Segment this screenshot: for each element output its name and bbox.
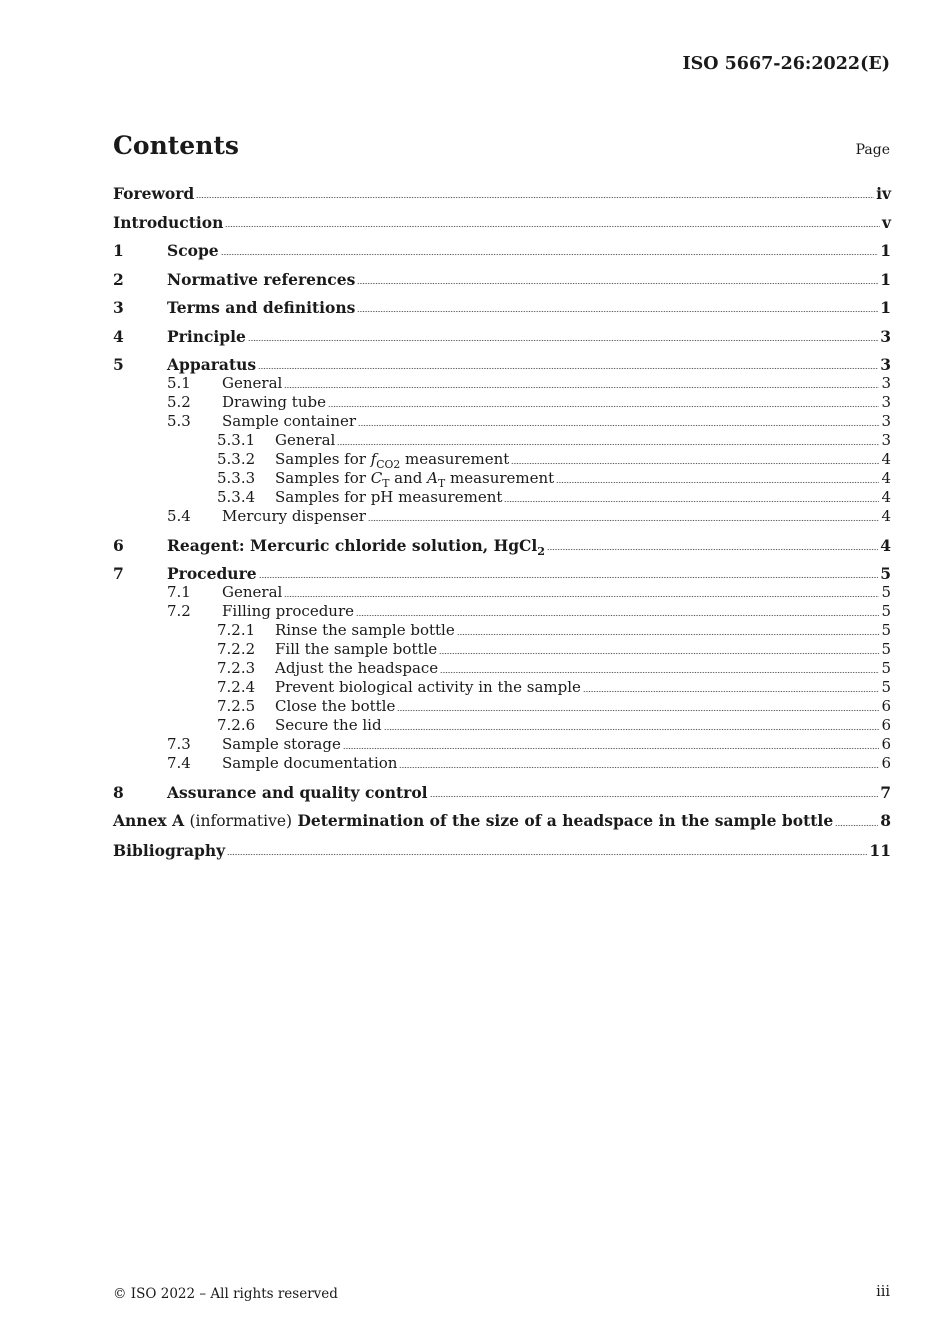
toc-entry-title: Prevent biological activity in the sample (275, 678, 581, 696)
dot-leader (439, 652, 879, 655)
toc-entry-bibliography[interactable] (113, 841, 891, 860)
dot-leader (225, 225, 880, 228)
dot-leader (835, 824, 878, 827)
toc-entry-title: Fill the sample bottle (275, 640, 438, 658)
dot-leader (196, 196, 874, 199)
toc-entry-page: 3 (881, 431, 891, 449)
toc-entry-principle[interactable] (113, 327, 891, 346)
dot-leader (457, 633, 880, 636)
toc-entry-page: 3 (880, 355, 891, 374)
document-id: ISO 5667-26:2022(E) (682, 54, 890, 74)
toc-entry-page: 5 (881, 640, 891, 658)
toc-entry-title: Close the bottle (275, 697, 396, 715)
toc-entry-page: 4 (880, 535, 891, 555)
dot-leader (258, 367, 878, 370)
toc-entry-7-2[interactable] (113, 602, 891, 621)
toc-entry-number: 6 (113, 535, 124, 555)
toc-entry-number: 5.3 (167, 412, 191, 430)
dot-leader (511, 462, 879, 465)
page-number: iii (876, 1284, 890, 1300)
dot-leader (337, 443, 879, 446)
toc-entry-page: 6 (881, 754, 891, 772)
toc-entry-number: 2 (113, 269, 124, 289)
toc-entry-title: Procedure (167, 564, 257, 583)
toc-entry-number: 7.3 (167, 735, 191, 753)
toc-entry-page: 1 (880, 269, 891, 289)
toc-entry-page: 3 (881, 374, 891, 392)
toc-entry-7-2-5[interactable] (113, 697, 891, 716)
toc-entry-title: Apparatus (167, 355, 257, 374)
toc-entry-7-2-6[interactable] (113, 716, 891, 735)
toc-entry-5-3-1[interactable] (113, 431, 891, 450)
dot-leader (397, 709, 879, 712)
toc-entry-normative-references[interactable] (113, 270, 891, 289)
toc-entry-title: General (222, 374, 283, 392)
toc-entry-number: 7.2.4 (217, 678, 256, 696)
dot-leader (357, 282, 878, 285)
toc-entry-page: 4 (881, 469, 891, 487)
dot-leader (259, 576, 879, 579)
toc-entry-title: Introduction (113, 212, 224, 232)
toc-entry-7-1[interactable] (113, 583, 891, 602)
dot-leader (328, 405, 879, 408)
toc-entry-page: 5 (881, 659, 891, 677)
dot-leader (547, 548, 878, 551)
toc-entry-5-1[interactable] (113, 374, 891, 393)
toc-entry-number: 5.4 (167, 507, 191, 525)
toc-entry-page: 1 (880, 298, 891, 317)
dot-leader (227, 853, 867, 856)
toc-entry-title: Principle (167, 326, 246, 346)
toc-entry-title: Assurance and quality control (167, 782, 428, 802)
toc-entry-7-2-3[interactable] (113, 659, 891, 678)
dot-leader (583, 690, 880, 693)
toc-entry-number: 5.3.4 (217, 488, 256, 506)
toc-entry-page: 5 (881, 583, 891, 601)
toc-entry-page: 7 (880, 782, 891, 802)
toc-entry-5-4[interactable] (113, 507, 891, 526)
toc-entry-page: 8 (880, 811, 891, 830)
toc-entry-page: 5 (881, 602, 891, 620)
toc-entry-title: Samples for $f_{CO2}$ measurement (275, 450, 510, 471)
toc-entry-assurance-quality-control[interactable] (113, 783, 891, 802)
dot-leader (221, 253, 879, 256)
toc-entry-page: 1 (880, 241, 891, 260)
dot-leader (399, 766, 879, 769)
toc-entry-scope[interactable] (113, 241, 891, 260)
toc-entry-apparatus[interactable] (113, 355, 891, 374)
toc-entry-number: 7 (113, 564, 124, 583)
toc-entry-page: 3 (881, 412, 891, 430)
table-of-contents (113, 184, 891, 860)
toc-entry-title: Rinse the sample bottle (275, 621, 455, 639)
toc-entry-number: 7.2.5 (217, 697, 256, 715)
toc-entry-page: 11 (869, 840, 891, 860)
toc-entry-title: Bibliography (113, 840, 226, 860)
toc-entry-reagent[interactable] (113, 535, 891, 558)
toc-entry-page: 6 (881, 697, 891, 715)
toc-entry-title: General (275, 431, 336, 449)
toc-entry-terms-and-definitions[interactable] (113, 298, 891, 317)
dot-leader (384, 728, 880, 731)
toc-entry-number: 5.3.2 (217, 450, 256, 468)
toc-entry-number: 5.3.1 (217, 431, 256, 449)
toc-entry-5-3-3[interactable] (113, 469, 891, 488)
toc-entry-number: 5 (113, 355, 124, 374)
toc-entry-5-3-4[interactable] (113, 488, 891, 507)
toc-entry-7-2-1[interactable] (113, 621, 891, 640)
toc-entry-title: Secure the lid (275, 716, 382, 734)
toc-entry-title: Samples for $C_T$ and $A_T$ measurement (275, 469, 555, 490)
dot-leader (284, 595, 879, 598)
toc-entry-number: 5.2 (167, 393, 191, 411)
toc-entry-5-3[interactable] (113, 412, 891, 431)
dot-leader (284, 386, 879, 389)
toc-heading: Contents (113, 131, 240, 160)
toc-entry-title: Foreword (113, 184, 195, 203)
toc-entry-title: Scope (167, 241, 219, 260)
toc-entry-number: 8 (113, 782, 124, 802)
toc-entry-page: 4 (881, 450, 891, 468)
dot-leader (430, 795, 879, 798)
toc-entry-page: 5 (881, 678, 891, 696)
toc-entry-page: 4 (881, 488, 891, 506)
toc-entry-title: Sample storage (222, 735, 341, 753)
dot-leader (556, 481, 879, 484)
dot-leader (343, 747, 880, 750)
toc-entry-number: 7.2.2 (217, 640, 256, 658)
toc-entry-page: v (881, 212, 891, 232)
toc-entry-page: 4 (881, 507, 891, 525)
toc-entry-5-2[interactable] (113, 393, 891, 412)
toc-entry-number: 7.4 (167, 754, 191, 772)
toc-entry-page: 3 (881, 393, 891, 411)
toc-entry-page: 6 (881, 735, 891, 753)
toc-entry-title: Annex A (informative) Determination of the size of a headspace in the sample bottle (113, 811, 834, 830)
toc-entry-number: 1 (113, 241, 124, 260)
toc-entry-title: Mercury dispenser (222, 507, 366, 525)
toc-entry-number: 5.3.3 (217, 469, 256, 487)
toc-entry-7-4[interactable] (113, 754, 891, 773)
toc-entry-number: 5.1 (167, 374, 191, 392)
toc-entry-page: 5 (880, 564, 891, 583)
dot-leader (440, 671, 879, 674)
toc-entry-7-2-4[interactable] (113, 678, 891, 697)
toc-entry-page: 3 (880, 326, 891, 346)
toc-entry-title: Terms and definitions (167, 298, 356, 317)
toc-entry-page: 6 (881, 716, 891, 734)
toc-entry-number: 7.1 (167, 583, 191, 601)
toc-entry-annex-a[interactable] (113, 811, 891, 831)
dot-leader (356, 614, 879, 617)
toc-entry-introduction[interactable] (113, 213, 891, 232)
dot-leader (357, 310, 878, 313)
toc-entry-number: 7.2.3 (217, 659, 256, 677)
toc-entry-7-3[interactable] (113, 735, 891, 754)
toc-entry-title: Sample documentation (222, 754, 398, 772)
toc-entry-5-3-2[interactable] (113, 450, 891, 469)
toc-entry-page: iv (876, 184, 891, 203)
dot-leader (358, 424, 879, 427)
toc-entry-title: Reagent: Mercuric chloride solution, HgCl$_2$ (167, 535, 546, 558)
toc-entry-number: 7.2 (167, 602, 191, 620)
toc-entry-title: Samples for pH measurement (275, 488, 503, 506)
toc-entry-title: Normative references (167, 269, 356, 289)
toc-entry-page: 5 (881, 621, 891, 639)
toc-entry-title: Filling procedure (222, 602, 355, 620)
toc-entry-title: Drawing tube (222, 393, 326, 411)
toc-entry-7-2-2[interactable] (113, 640, 891, 659)
toc-entry-title: Sample container (222, 412, 357, 430)
copyright-notice: © ISO 2022 – All rights reserved (113, 1286, 338, 1302)
toc-entry-foreword[interactable] (113, 184, 891, 203)
dot-leader (504, 500, 879, 503)
toc-entry-number: 7.2.6 (217, 716, 256, 734)
dot-leader (248, 339, 878, 342)
toc-entry-procedure[interactable] (113, 564, 891, 583)
toc-entry-title: Adjust the headspace (275, 659, 439, 677)
page-column-label: Page (855, 142, 890, 158)
toc-entry-number: 3 (113, 298, 124, 317)
dot-leader (368, 519, 880, 522)
toc-entry-number: 4 (113, 326, 124, 346)
toc-entry-title: General (222, 583, 283, 601)
toc-entry-number: 7.2.1 (217, 621, 256, 639)
